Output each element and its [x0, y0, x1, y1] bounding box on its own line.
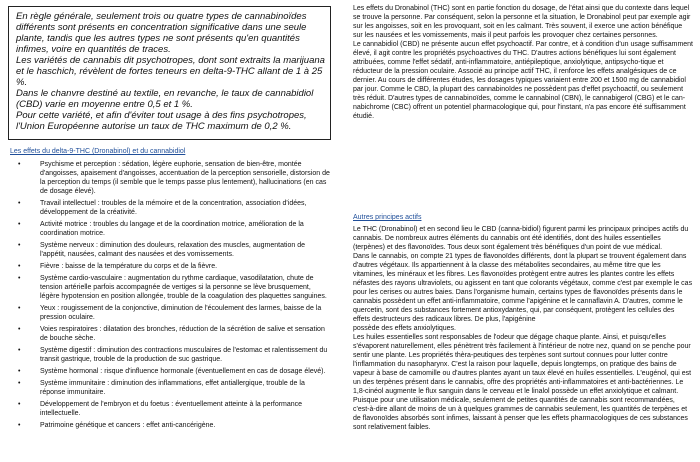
intro-summary-box	[8, 6, 331, 140]
list-item-text: Système digestif : diminution des contractions musculaires de l'estomac et ralentissement du transit gastrique, trouble de la production de suc gastrique.	[40, 347, 328, 363]
bullet-icon: •	[18, 263, 21, 270]
effects-list	[14, 160, 332, 433]
bullet-icon: •	[18, 422, 21, 429]
list-item	[14, 199, 332, 217]
list-item-text: Système immunitaire : diminution des inflammations, effet antiallergique, trouble de la réponse immunitaire.	[40, 380, 305, 396]
list-item	[14, 346, 332, 364]
bullet-icon: •	[18, 326, 21, 333]
bullet-icon: •	[18, 380, 21, 387]
bullet-icon: •	[18, 242, 21, 249]
other-principles-heading: Autres principes actifs	[353, 214, 422, 221]
intro-paragraph: Dans le chanvre destiné au textile, en revanche, le taux de cannabidiol (CBD) varie en moyenne entre 0,5 et 1 %.	[16, 88, 314, 110]
list-item	[14, 274, 332, 301]
list-item	[14, 325, 332, 343]
list-item	[14, 400, 332, 418]
bullet-icon: •	[18, 200, 21, 207]
bullet-icon: •	[18, 305, 21, 312]
list-item	[14, 421, 332, 430]
list-item-text: Système nerveux : diminution des douleurs, relaxation des muscles, augmentation de l'appétit, nausées, calmant des nausées et des vomissements.	[40, 242, 305, 258]
list-item-text: Système cardio-vasculaire : augmentation du rythme cardiaque, vasodilatation, chute de tension artérielle parfois accompagnée de vertiges si la personne se lève brusquement, légère hypotension en position allongée, trouble de la coagulation des plaquettes sanguines.	[40, 275, 327, 300]
right-column	[347, 0, 700, 462]
list-item	[14, 241, 332, 259]
body-paragraph: Le THC (Dronabinol) et en second lieu le CBD (canna-bidiol) figurent parmi les principaux principes actifs du cannabis. De nombreux autres éléments du cannabis ont été identifiés, dont des huiles essentielles (terpènes) et des flavonoïdes. Tous deux sont également très bénéfiques d'un point de vue médical.	[353, 226, 689, 251]
list-item-text: Développement de l'embryon et du foetus : éventuellement atteinte à la performance intellectuelle.	[40, 401, 303, 417]
bullet-icon: •	[18, 347, 21, 354]
body-paragraph: Le cannabidiol (CBD) ne présente aucun effet psychoactif. Par contre, et à condition d'un usage suffisamment élevé, il agit contre les propriétés psychoactives du THC. D'autres actions bénéfiques lui sont également attribuées, comme l'effet sédatif, anti-inflammatoire, antiépileptique, anxiolytique, antipsycho-tique et réducteur de la pression oculaire. Associé au principe actif THC, il renforce les effets analgésiques de ce dernier. Au cours de différentes études, les dosages typiques variaient entre 200 et 1500 mg de cannabidiol par jour. Comme le CBD, la plupart des cannabinoïdes ne possèdent pas d'effet psychoactif, ou seulement très réduit. D'autres types de cannabinoïdes, comme le cannabinol (CBN), le cannabigerol (CBG) et le can-nabichrome (CBC) offrent un potentiel pharmacologique qui, pour l'instant, n'a pas encore été suffisamment étudié.	[353, 41, 694, 120]
intro-paragraph: En règle générale, seulement trois ou quatre types de cannabinoïdes différents sont présents en concentration significative dans une seule plante, tandis que les autres types ne sont présents qu'en quantités infimes, voire en quantités de traces.	[16, 11, 307, 55]
list-item-text: Système hormonal : risque d'influence hormonale (éventuellement en cas de dosage élevé).	[40, 368, 326, 375]
bullet-icon: •	[18, 275, 21, 282]
list-item-text: Travail intellectuel : troubles de la mémoire et de la concentration, association d'idées, développement de la créativité.	[40, 200, 307, 216]
list-item	[14, 304, 332, 322]
body-paragraph: Les huiles essentielles sont responsables de l'odeur que dégage chaque plante. Ainsi, et puisqu'elles s'évaporent naturellement, elles pénètrent très facilement à l'intérieur de notre nez, quand on se penche pour sentir une plante. Les propriétés thèra-peutiques des terpènes sont surtout connues pour lutter contre l'inflammation du nasopharynx. C'est la raison pour laquelle, depuis longtemps, on pratique des bains de vapeur à base de camomille ou d'autres plantes ayant un taux élevé en huiles essentielles. L'eugénol, qui est un des terpènes présent dans le cannabis, offre des propriétés anti-inflammatoires et anti-bactériennes. Le 1,8-cinéol augmente le flux sanguin dans le cerveau et le linalol possède un effet anxiolytique et calmant.	[353, 334, 692, 395]
list-item	[14, 379, 332, 397]
list-item-text: Activité motrice : troubles du langage et de la coordination motrice, amélioration de la coordination motrice.	[40, 221, 304, 237]
list-item	[14, 367, 332, 376]
body-paragraph: Les effets du Dronabinol (THC) sont en partie fonction du dosage, de l'état ainsi que du contexte dans lequel se trouve la personne. Par conséquent, selon la personne et la situation, le Dronabinol peut par exemple agir sur les angoisses, soit en les provoquant, soit en les calmant. Très souvent, il exerce une action bénéfique sur les nausées et les vomissements, mais il peut parfois les provoquer chez certaines personnes.	[353, 5, 691, 39]
list-item-text: Fièvre : baisse de la température du corps et de la fièvre.	[40, 263, 218, 270]
intro-paragraph: Les variétés de cannabis dit psychotropes, dont sont extraits la marijuana et le haschich, révèlent de fortes teneurs en delta-9-THC allant de 1 à 25 %.	[16, 55, 325, 88]
list-item-text: Psychisme et perception : sédation, légère euphorie, sensation de bien-être, montée d'angoisses, apaisement d'angoisses, accentuation de la perception sensorielle, distorsion de la perception du temps (il semble que le temps passe plus lentement), hallucinations (en cas de dosage élevé).	[40, 161, 330, 195]
body-paragraph: possède des effets anxiolytiques.	[353, 325, 456, 332]
other-principles-text	[353, 225, 693, 432]
bullet-icon: •	[18, 368, 21, 375]
dronabinol-cbd-text	[353, 4, 693, 121]
list-item-text: Patrimoine génétique et cancers : effet anti-cancérigène.	[40, 422, 216, 429]
bullet-icon: •	[18, 401, 21, 408]
effects-heading: Les effets du delta-9-THC (Dronabinol) et du cannabidiol	[10, 148, 186, 155]
list-item	[14, 160, 332, 196]
bullet-icon: •	[18, 221, 21, 228]
list-item-text: Yeux : rougissement de la conjonctive, diminution de l'écoulement des larmes, baisse de la pression oculaire.	[40, 305, 322, 321]
intro-paragraph: Pour cette variété, et afin d'éviter tout usage à des fins psychotropes, l'Union Européenne autorise un taux de THC maximum de 0,2 %.	[16, 110, 307, 132]
list-item	[14, 262, 332, 271]
list-item-text: Voies respiratoires : dilatation des bronches, réduction de la sécrétion de salive et sensation de bouche sèche.	[40, 326, 325, 342]
body-paragraph: Dans le cannabis, on compte 21 types de flavonoïdes différents, dont la plupart se trouvent également dans d'autres végétaux. Ils appartiennent à la classe des métabolites secondaires, au même titre que les vitamines, les minéraux et les fibres. Les flavonoïdes protègent entre autres les plantes contre les effets néfastes des rayons ultraviolets, ou agissent en tant que colorants végétaux, comme c'est par exemple le cas pour les cerises ou autres baies. Dans l'organisme humain, certains types de flavonoïdes présents dans le cannabis possèdent un effet anti-inflammatoire, comme l'apigénine et le cannaflavin A. D'autres, comme le quercetin, sont des substances fortement antioxydantes, qui, par conséquent, protègent les cellules des effets destructeurs des radicaux libres. De plus, l'apigénine	[353, 253, 693, 323]
list-item	[14, 220, 332, 238]
body-paragraph: Puisque pour une utilisation médicale, seulement de petites quantités de cannabis sont recommandées, c'est-à-dire allant de moins de un à quelques grammes de cannabis seulement, les quantités de terpènes et de flavonoïdes absorbés sont infimes, laissant à penser que les effets pharmacologiques de ces substances sont relativement faibles.	[353, 397, 688, 431]
bullet-icon: •	[18, 161, 21, 168]
left-column	[0, 0, 345, 462]
